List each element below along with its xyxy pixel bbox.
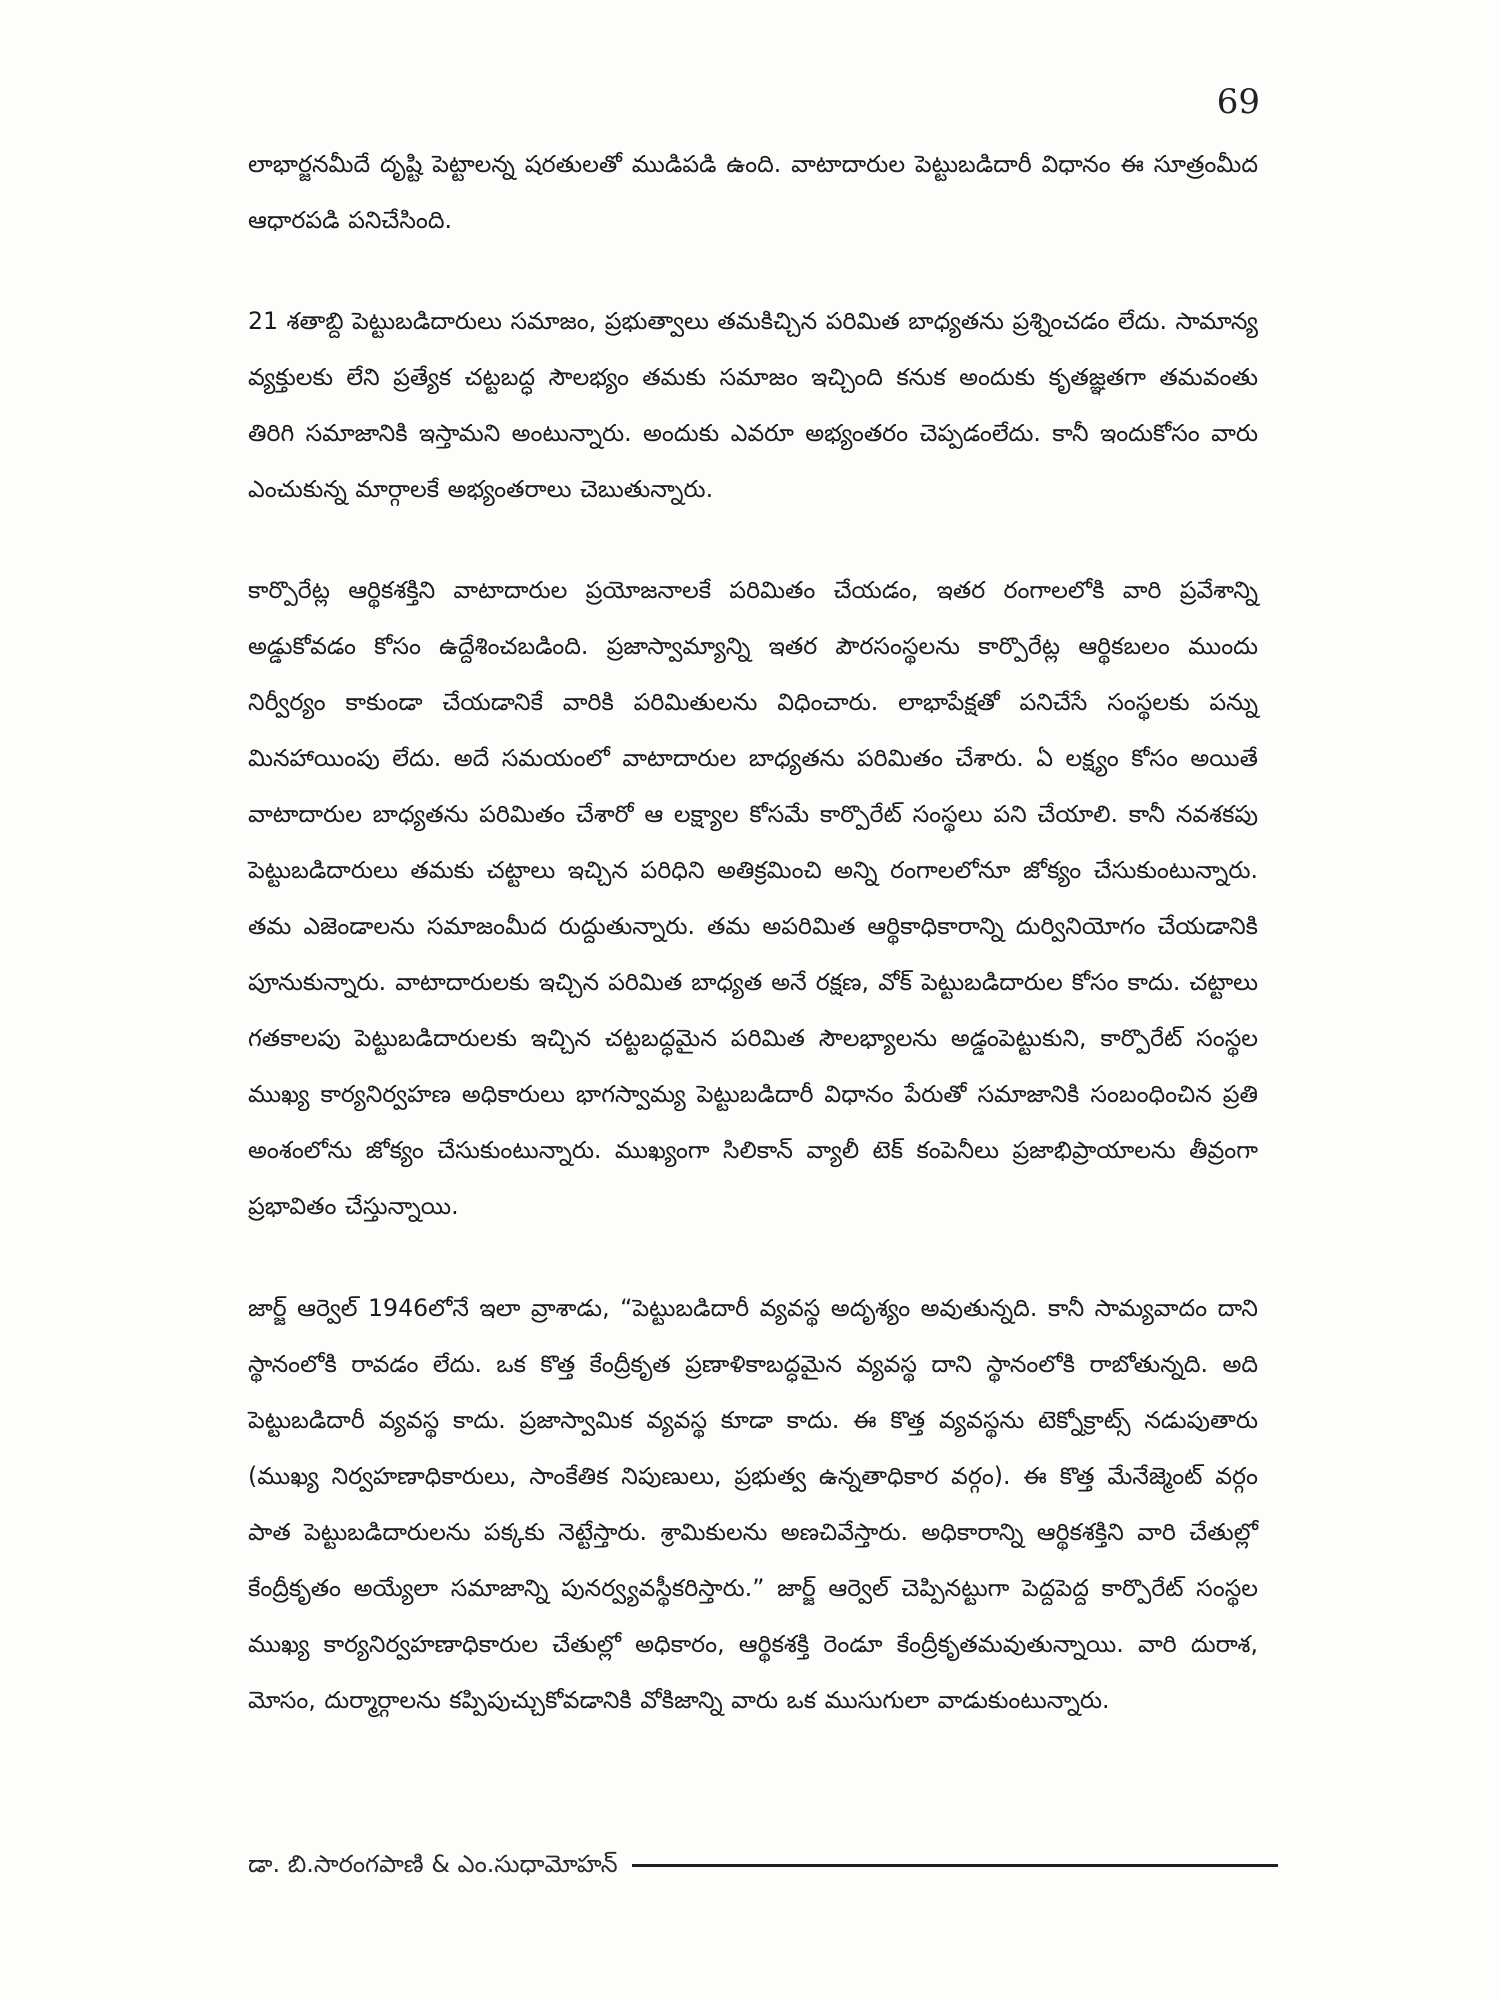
- page-number: 69: [1216, 82, 1260, 122]
- paragraph: కార్పొరేట్ల ఆర్థికశక్తిని వాటాదారుల ప్రయోజనాలకే పరిమితం చేయడం, ఇతర రంగాలలోకి వారి ప్రవేశాన్ని అడ్డుకోవడం కోసం ఉద్దేశించబడింది. ప్రజాస్వామ్యాన్ని ఇతర పౌరసంస్థలను కార్పొరేట్ల ఆర్థికబలం ముందు నిర్వీర్యం కాకుండా చేయడానికే వారికి పరిమితులను విధించారు. లాభాపేక్షతో పనిచేసే సంస్థలకు పన్ను మినహాయింపు లేదు. అదే సమయంలో వాటాదారుల బాధ్యతను పరిమితం చేశారు. ఏ లక్ష్యం కోసం అయితే వాటాదారుల బాధ్యతను పరిమితం చేశారో ఆ లక్ష్యాల కోసమే కార్పొరేట్ సంస్థలు పని చేయాలి. కానీ నవశకపు పెట్టుబడిదారులు తమకు చట్టాలు ఇచ్చిన పరిధిని అతిక్రమించి అన్ని రంగాలలోనూ జోక్యం చేసుకుంటున్నారు. తమ ఎజెండాలను సమాజంమీద రుద్దుతున్నారు. తమ అపరిమిత ఆర్థికాధికారాన్ని దుర్వినియోగం చేయడానికి పూనుకున్నారు. వాటాదారులకు ఇచ్చిన పరిమిత బాధ్యత అనే రక్షణ, వోక్ పెట్టుబడిదారుల కోసం కాదు. చట్టాలు గతకాలపు పెట్టుబడిదారులకు ఇచ్చిన చట్టబద్ధమైన పరిమిత సౌలభ్యాలను అడ్డంపెట్టుకుని, కార్పొరేట్ సంస్థల ముఖ్య కార్యనిర్వహణ అధికారులు భాగస్వామ్య పెట్టుబడిదారీ విధానం పేరుతో సమాజానికి సంబంధించిన ప్రతి అంశంలోను జోక్యం చేసుకుంటున్నారు. ముఖ్యంగా సిలికాన్ వ్యాలీ టెక్ కంపెనీలు ప్రజాభిప్రాయాలను తీవ్రంగా ప్రభావితం చేస్తున్నాయి.: [248, 576, 1258, 1220]
- paragraph: జార్జ్ ఆర్వెల్ 1946లోనే ఇలా వ్రాశాడు, “పెట్టుబడిదారీ వ్యవస్థ అదృశ్యం అవుతున్నది. కానీ సామ్యవాదం దాని స్థానంలోకి రావడం లేదు. ఒక కొత్త కేంద్రీకృత ప్రణాళికాబద్ధమైన వ్యవస్థ దాని స్థానంలోకి రాబోతున్నది. అది పెట్టుబడిదారీ వ్యవస్థ కాదు. ప్రజాస్వామిక వ్యవస్థ కూడా కాదు. ఈ కొత్త వ్యవస్థను టెక్నోక్రాట్స్ నడుపుతారు (ముఖ్య నిర్వహణాధికారులు, సాంకేతిక నిపుణులు, ప్రభుత్వ ఉన్నతాధికార వర్గం). ఈ కొత్త మేనేజ్మెంట్ వర్గం పాత పెట్టుబడిదారులను పక్కకు నెట్టేస్తారు. శ్రామికులను అణచివేస్తారు. అధికారాన్ని ఆర్థికశక్తిని వారి చేతుల్లో కేంద్రీకృతం అయ్యేలా సమాజాన్ని పునర్వ్యవస్థీకరిస్తారు.” జార్జ్ ఆర్వెల్ చెప్పినట్టుగా పెద్దపెద్ద కార్పొరేట్ సంస్థల ముఖ్య కార్యనిర్వహణాధికారుల చేతుల్లో అధికారం, ఆర్థికశక్తి రెండూ కేంద్రీకృతమవుతున్నాయి. వారి దురాశ, మోసం, దుర్మార్గాలను కప్పిపుచ్చుకోవడానికి వోకిజాన్ని వారు ఒక ముసుగులా వాడుకుంటున్నారు.: [248, 1294, 1258, 1714]
- page-body: [248, 136, 1258, 1769]
- paragraph: 21 శతాబ్ది పెట్టుబడిదారులు సమాజం, ప్రభుత్వాలు తమకిచ్చిన పరిమిత బాధ్యతను ప్రశ్నించడం లేదు. సామాన్య వ్యక్తులకు లేని ప్రత్యేక చట్టబద్ధ సౌలభ్యం తమకు సమాజం ఇచ్చింది కనుక అందుకు కృతజ్ఞతగా తమవంతు తిరిగి సమాజానికి ఇస్తామని అంటున్నారు. అందుకు ఎవరూ అభ్యంతరం చెప్పడంలేదు. కానీ ఇందుకోసం వారు ఎంచుకున్న మార్గాలకే అభ్యంతరాలు చెబుతున్నారు.: [248, 307, 1258, 503]
- footer-rule: [632, 1864, 1278, 1867]
- paragraph: లాభార్జనమీదే దృష్టి పెట్టాలన్న షరతులతో ముడిపడి ఉంది. వాటాదారుల పెట్టుబడిదారీ విధానం ఈ సూత్రంమీద ఆధారపడి పనిచేసింది.: [248, 150, 1258, 234]
- footer-author: డా. బి.సారంగపాణి & ఎం.సుధామోహన్: [248, 1850, 618, 1878]
- page-footer: [248, 1840, 1278, 1888]
